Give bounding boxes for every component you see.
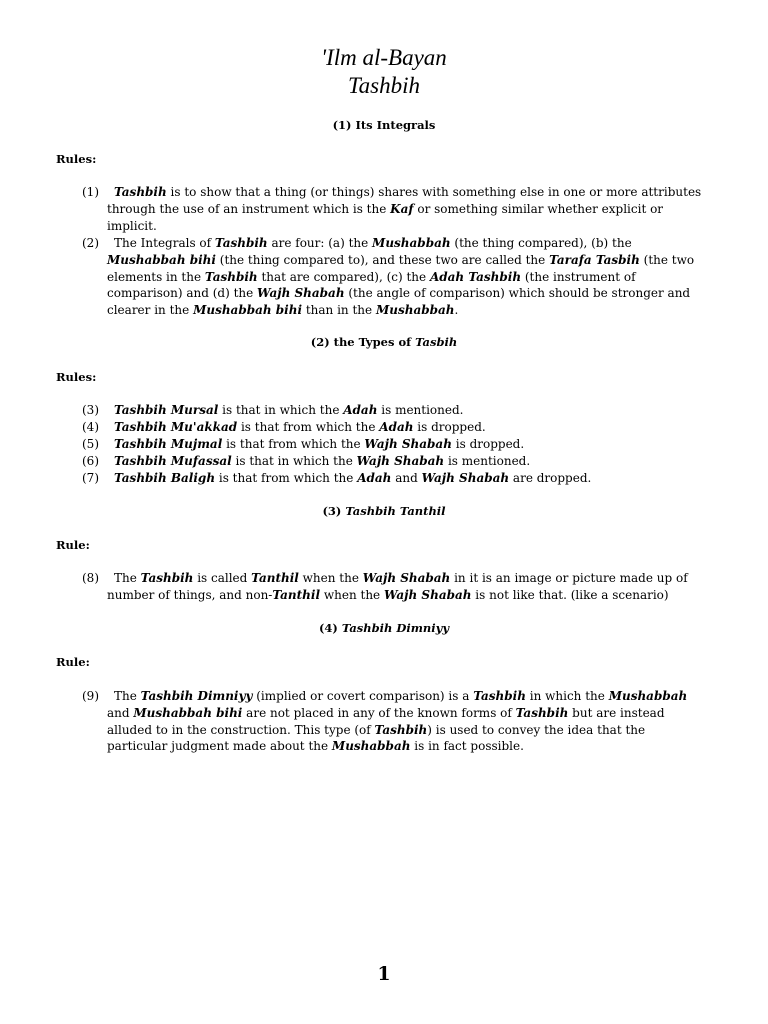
term-emphasis: Adah (379, 420, 414, 434)
section-heading-text: (4) (318, 621, 342, 635)
rule-text-run: is called (193, 571, 252, 585)
rule-text (82, 184, 708, 234)
rule-text-run: is not like that. (like a scenario) (471, 587, 669, 602)
rule-number: (4) (82, 420, 99, 434)
term-emphasis: Tashbih (114, 185, 167, 199)
rule-item (82, 436, 524, 453)
term-emphasis: Tashbih (204, 269, 258, 284)
rule-number: (2) (82, 236, 99, 250)
rule-text (82, 688, 708, 755)
term-emphasis: Tashbih Dimniyy (140, 689, 253, 703)
rule-number: (5) (82, 437, 99, 451)
rule-text-run: is that from which the (222, 437, 365, 451)
term-emphasis: Tarafa Tasbih (549, 252, 640, 267)
rule-item (82, 235, 708, 319)
rule-text-run: but are instead alluded to in the construction. This type (of (107, 705, 665, 737)
rule-text-run: ) is used to convey the idea that the particular judgment made about the (107, 722, 646, 754)
rule-text-run: (the thing compared to), and these two are called the (215, 252, 550, 267)
term-emphasis: Wajh Shabah (356, 454, 445, 468)
rule-text-run: and (107, 705, 134, 720)
rule-number: (8) (82, 571, 99, 585)
term-emphasis: Wajh Shabah (362, 571, 451, 585)
rule-text-run: is mentioned. (377, 403, 464, 417)
rule-item (82, 184, 708, 234)
section-heading-text: (1) Its Integrals (332, 118, 436, 132)
rule-text-run: is to show that a thing (or things) shares with something else in one or more attributes through the use of an instrument which is the (107, 185, 702, 216)
document-subtitle: Tashbih (347, 73, 421, 98)
rule-text (114, 420, 486, 434)
section-heading-integrals (0, 117, 768, 133)
rule-text-run: than in the (302, 303, 376, 318)
rule-item (82, 688, 708, 755)
term-emphasis: Tanthil (251, 571, 299, 585)
section-heading-italic: Tashbih Tanthil (345, 504, 446, 518)
rule-text-run: (the thing compared), (b) the (450, 236, 632, 250)
rule-text-run: is that from which the (237, 420, 380, 434)
rule-text-run: in which the (525, 689, 609, 703)
rule-text-run: is dropped. (451, 437, 525, 451)
rule-text (114, 454, 530, 468)
rules-label: Rules: (56, 152, 97, 166)
term-emphasis: Tashbih (214, 236, 268, 250)
term-emphasis: Tashbih Baligh (114, 471, 216, 485)
term-emphasis: Wajh Shabah (421, 471, 510, 485)
rule-number: (7) (82, 471, 99, 485)
term-emphasis: Tashbih Mu'akkad (114, 420, 238, 434)
term-emphasis: Tashbih (374, 722, 428, 737)
rule-text (82, 235, 708, 319)
section-heading-text: (3) (322, 504, 346, 518)
rule-number: (1) (82, 185, 99, 199)
page-number: 1 (377, 963, 391, 985)
term-emphasis: Mushabbah bihi (107, 252, 216, 267)
rule-item (82, 470, 591, 487)
rule-text-run: when the (320, 587, 384, 602)
rule-number: (3) (82, 403, 99, 417)
rule-text-run: (implied or covert comparison) is a (252, 689, 474, 703)
rule-text-run: (the angle of comparison) which should be stronger and clearer in the (107, 286, 691, 318)
term-emphasis: Wajh Shabah (364, 437, 452, 451)
term-emphasis: Kaf (390, 201, 414, 216)
rule-item (82, 453, 530, 470)
section-heading-tanthil (0, 503, 768, 519)
rule-text-run: are dropped. (509, 471, 592, 485)
rule-text (114, 403, 463, 417)
rule-text-run: (the two elements in the (107, 252, 695, 284)
rule-text-run: The Integrals of (114, 236, 215, 250)
term-emphasis: Adah (357, 471, 392, 485)
rule-text-run: that are compared), (c) the (257, 269, 430, 284)
rule-text-run: is that in which the (218, 403, 344, 417)
rule-text-run: are not placed in any of the known forms of (242, 705, 516, 720)
term-emphasis: Adah Tashbih (429, 269, 522, 284)
rules-label: Rules: (56, 370, 97, 384)
rule-text (114, 471, 591, 485)
term-emphasis: Mushabbah (372, 236, 451, 250)
rule-text-run: and (391, 471, 422, 485)
rule-number: (6) (82, 454, 99, 468)
rule-number: (9) (82, 689, 99, 703)
term-emphasis: Adah (343, 403, 378, 417)
rule-text-run: or something similar whether explicit or implicit. (107, 201, 664, 233)
term-emphasis: Tashbih Mujmal (114, 437, 223, 451)
section-heading-italic: Tasbih (415, 335, 458, 349)
rule-text-run: is in fact possible. (410, 739, 524, 754)
rule-text-run: . (454, 303, 459, 318)
section-heading-text: (2) the Types of (310, 335, 416, 349)
section-heading-types (0, 334, 768, 350)
rule-text-run: in it is an image or picture made up of number of things, and non- (107, 571, 688, 602)
term-emphasis: Mushabbah (375, 303, 455, 318)
rule-item (82, 402, 463, 419)
term-emphasis: Tashbih (515, 705, 569, 720)
section-heading-italic: Tashbih Dimniyy (341, 621, 449, 635)
rule-text (114, 437, 524, 451)
rule-text-run: The (114, 571, 141, 585)
rule-text-run: is mentioned. (444, 454, 531, 468)
section-heading-dimniyy (0, 620, 768, 636)
rules-label: Rule: (56, 655, 90, 669)
term-emphasis: Tashbih (140, 571, 194, 585)
term-emphasis: Mushabbah bihi (193, 303, 303, 318)
term-emphasis: Tashbih Mufassal (114, 454, 232, 468)
document-title: 'Ilm al-Bayan (321, 45, 447, 70)
term-emphasis: Mushabbah (608, 689, 688, 703)
rule-text-run: is that in which the (231, 454, 357, 468)
term-emphasis: Tanthil (272, 587, 321, 602)
rule-text-run: when the (298, 571, 363, 585)
rule-text-run: is that from which the (215, 471, 358, 485)
term-emphasis: Mushabbah bihi (133, 705, 243, 720)
rule-text-run: (the instrument of comparison) and (d) the (107, 269, 636, 301)
rule-item (82, 419, 486, 436)
rules-label: Rule: (56, 538, 90, 552)
term-emphasis: Wajh Shabah (383, 587, 472, 602)
term-emphasis: Wajh Shabah (257, 286, 345, 301)
rule-text (82, 570, 708, 604)
rule-item (82, 570, 708, 604)
rule-text-run: is dropped. (413, 420, 486, 434)
rule-text-run: are four: (a) the (267, 236, 373, 250)
term-emphasis: Tashbih Mursal (114, 403, 219, 417)
term-emphasis: Tashbih (473, 689, 526, 703)
rule-text-run: The (114, 689, 141, 703)
term-emphasis: Mushabbah (331, 739, 411, 754)
